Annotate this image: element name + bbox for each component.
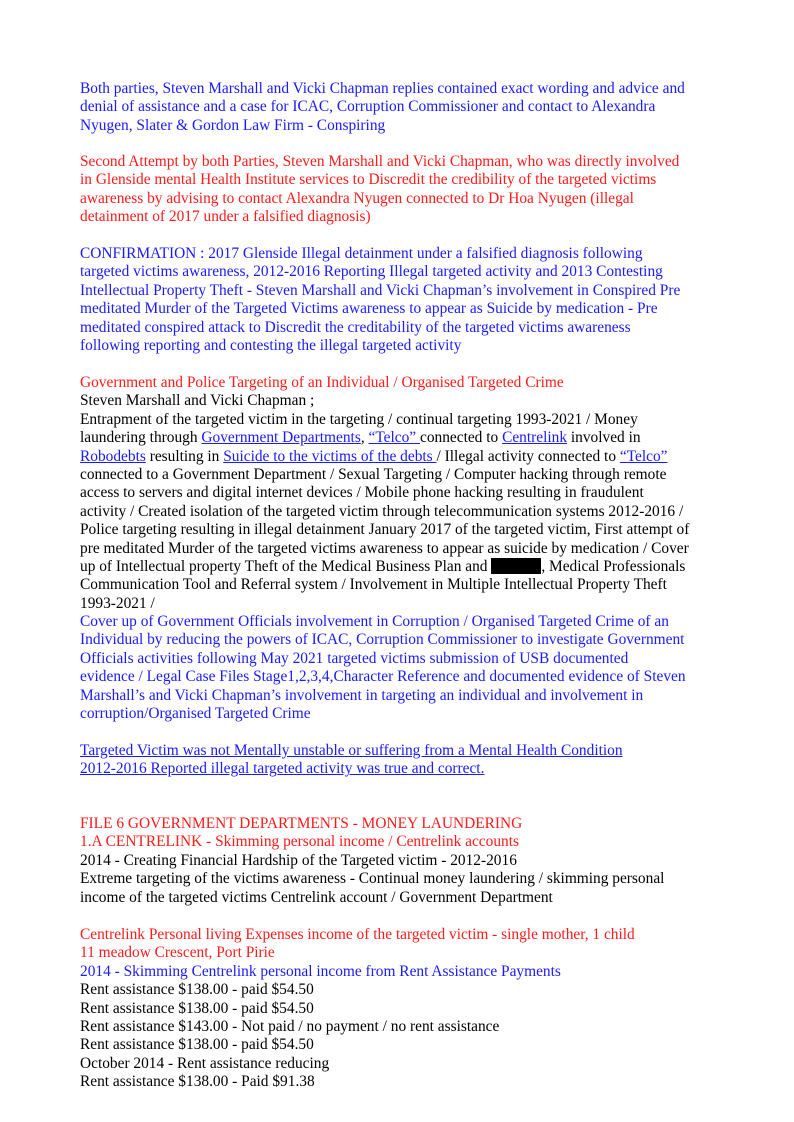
file-6-title: FILE 6 GOVERNMENT DEPARTMENTS - MONEY LAUNDERING	[80, 815, 523, 832]
text-line: income of the targeted victims Centrelink account / Government Department	[80, 888, 553, 906]
rent-row: Rent assistance $138.00 - paid $54.50	[80, 1036, 314, 1054]
text-line: Communication Tool and Referral system / Involvement in Multiple Intellectual Property Theft	[80, 576, 667, 594]
section-heading: Government and Police Targeting of an Individual / Organised Targeted Crime	[80, 374, 564, 391]
text-line: Intellectual Property Theft - Steven Marshall and Vicki Chapman’s involvement in Conspired Pre	[80, 281, 681, 299]
text-line	[80, 448, 720, 466]
text-line: Marshall’s and Vicki Chapman’s involvement in targeting an individual and involvement in	[80, 686, 644, 704]
text-line: Cover up of Government Officials involvement in Corruption / Organised Targeted Crime of an	[80, 613, 669, 630]
paragraph-cover-up	[80, 613, 720, 723]
text-line: targeted victims awareness, 2012-2016 Reporting Illegal targeted activity and 2013 Contesting	[80, 263, 663, 281]
text-line: connected to a Government Department / Sexual Targeting / Computer hacking through remote	[80, 465, 667, 483]
text-fragment: / Illegal activity connected to	[436, 447, 620, 465]
text-line	[80, 558, 720, 576]
section-file-6	[80, 815, 720, 907]
text-fragment: ,	[360, 429, 369, 447]
text-line: evidence / Legal Case Files Stage1,2,3,4,Character Reference and documented evidence of Steven	[80, 668, 686, 686]
text-line: Nyugen, Slater & Gordon Law Firm - Conspiring	[80, 116, 386, 134]
address-line: 11 meadow Crescent, Port Pirie	[80, 944, 275, 962]
link-telco-2[interactable]: “Telco”	[619, 447, 668, 465]
link-centrelink[interactable]: Centrelink	[502, 429, 568, 447]
text-line: Police targeting resulting in illegal detainment January 2017 of the targeted victim, First attempt of	[80, 521, 690, 539]
names-line: Steven Marshall and Vicki Chapman ;	[80, 392, 315, 410]
link-reported-activity-true[interactable]: 2012-2016 Reported illegal targeted activity was true and correct.	[80, 760, 485, 778]
text-line: access to servers and digital internet devices / Mobile phone hacking resulting in fraudulent	[80, 484, 644, 502]
text-line: Entrapment of the targeted victim in the targeting / continual targeting 1993-2021 / Money	[80, 410, 638, 428]
text-line: Both parties, Steven Marshall and Vicki Chapman replies contained exact wording and advice and	[80, 80, 685, 97]
link-telco[interactable]: “Telco”	[368, 429, 420, 447]
text-line: in Glenside mental Health Institute services to Discredit the credibility of the targeted victims	[80, 171, 657, 189]
section-government-police-targeting	[80, 374, 720, 613]
link-not-mentally-unstable[interactable]: Targeted Victim was not Mentally unstable or suffering from a Mental Health Condition	[80, 742, 623, 759]
rent-row: Rent assistance $138.00 - paid $54.50	[80, 999, 314, 1017]
link-robodebts[interactable]: Robodebts	[80, 447, 146, 465]
text-line: Second Attempt by both Parties, Steven Marshall and Vicki Chapman, who was directly involved	[80, 153, 680, 170]
file-6-subtitle: 1.A CENTRELINK - Skimming personal income / Centrelink accounts	[80, 833, 519, 851]
text-line: denial of assistance and a case for ICAC, Corruption Commissioner and contact to Alexandra	[80, 98, 656, 116]
redaction-box	[491, 558, 541, 574]
text-line: corruption/Organised Targeted Crime	[80, 704, 311, 722]
text-fragment: connected to	[420, 429, 503, 447]
skimming-heading: 2014 - Skimming Centrelink personal income from Rent Assistance Payments	[80, 962, 561, 980]
rent-row: Rent assistance $138.00 - Paid $91.38	[80, 1073, 315, 1091]
text-fragment: laundering through	[80, 429, 202, 447]
text-line: activity / Created isolation of the targeted victim through telecommunication systems 2012-2016 /	[80, 502, 684, 520]
text-line: meditated Murder of the Targeted Victims awareness to appear as Suicide by medication - Pre	[80, 300, 658, 318]
paragraph-link-not-mentally-unstable	[80, 742, 720, 779]
paragraph-conspiring	[80, 80, 720, 135]
rent-row: Rent assistance $143.00 - Not paid / no payment / no rent assistance	[80, 1017, 500, 1035]
text-line: meditated conspired attack to Discredit the creditability of the targeted victims awareness	[80, 318, 631, 336]
text-line: 1993-2021 /	[80, 594, 155, 612]
text-fragment: , Medical Professionals	[541, 557, 686, 575]
link-government-departments[interactable]: Government Departments	[201, 429, 361, 447]
text-line: CONFIRMATION : 2017 Glenside Illegal detainment under a falsified diagnosis following	[80, 245, 643, 262]
text-line: Individual by reducing the powers of ICAC, Corruption Commissioner to investigate Government	[80, 631, 685, 649]
paragraph-confirmation	[80, 245, 720, 355]
text-fragment: up of Intellectual property Theft of the Medical Business Plan and	[80, 557, 492, 575]
text-line: Officials activities following May 2021 targeted victims submission of USB documented	[80, 649, 629, 667]
text-line: detainment of 2017 under a falsified diagnosis)	[80, 208, 371, 226]
text-line: Extreme targeting of the victims awareness - Continual money laundering / skimming personal	[80, 870, 665, 888]
text-fragment: involved in	[567, 429, 641, 447]
text-line	[80, 429, 720, 447]
link-suicide-victims-debts[interactable]: Suicide to the victims of the debts	[223, 447, 437, 465]
rent-row: October 2014 - Rent assistance reducing	[80, 1054, 330, 1072]
text-line: pre meditated Murder of the targeted victims awareness to appear as suicide by medication / Cover	[80, 539, 689, 557]
centrelink-heading: Centrelink Personal living Expenses income of the targeted victim - single mother, 1 child	[80, 926, 635, 943]
paragraph-second-attempt	[80, 153, 720, 227]
text-line: following reporting and contesting the illegal targeted activity	[80, 336, 462, 354]
section-centrelink-income	[80, 926, 720, 1092]
rent-row: Rent assistance $138.00 - paid $54.50	[80, 981, 314, 999]
text-fragment: resulting in	[145, 447, 224, 465]
text-line: 2014 - Creating Financial Hardship of the Targeted victim - 2012-2016	[80, 851, 517, 869]
text-line: awareness by advising to contact Alexandra Nyugen connected to Dr Hoa Nyugen (illegal	[80, 189, 634, 207]
